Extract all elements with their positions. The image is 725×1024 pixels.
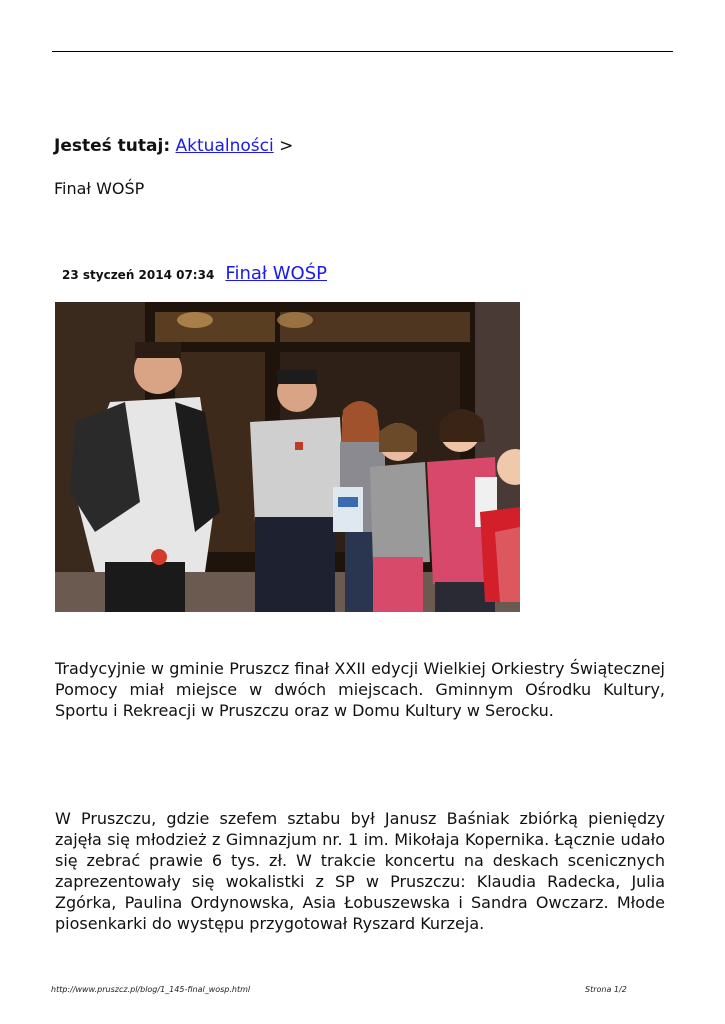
breadcrumb-prefix: Jesteś tutaj: <box>54 136 171 156</box>
article-meta <box>62 263 327 284</box>
article-title-link[interactable]: Finał WOŚP <box>225 263 327 284</box>
article-paragraph-2: W Pruszczu, gdzie szefem sztabu był Janusz Baśniak zbiórką pieniędzy zajęła się młodzież z Gimnazjum nr. 1 im. Mikołaja Kopernika. Łącznie udało się zebrać prawie 6 tys. zł. W trakcie koncertu na deskach scenicznych zaprezentowały się wokalistki z SP w Pruszczu: Klaudia Radecka, Julia Zgórka, Paulina Ordynowska, Asia Łobuszewska i Sandra Owczarz. Młode piosenkarki do występu przygotował Ryszard Kurzeja. <box>55 809 665 933</box>
article-date: 23 styczeń 2014 07:34 <box>62 268 215 282</box>
header-rule <box>52 51 673 52</box>
article-paragraph-1: Tradycyjnie w gminie Pruszcz finał XXII edycji Wielkiej Orkiestry Świątecznej Pomocy miał miejsce w dwóch miejscach. Gminnym Ośrodku Kultury, Sportu i Rekreacji w Pruszczu oraz w Domu Kultury w Serocku. <box>55 659 665 720</box>
breadcrumb <box>54 135 293 157</box>
photo-illustration <box>55 302 520 612</box>
footer-page-number: Strona 1/2 <box>585 985 627 994</box>
breadcrumb-separator: > <box>279 136 294 156</box>
footer-url: http://www.pruszcz.pl/blog/1_145-final_wosp.html <box>51 985 251 994</box>
article-photo <box>55 302 520 612</box>
page-title: Finał WOŚP <box>54 179 145 198</box>
breadcrumb-link-aktualnosci[interactable]: Aktualności <box>175 136 274 156</box>
